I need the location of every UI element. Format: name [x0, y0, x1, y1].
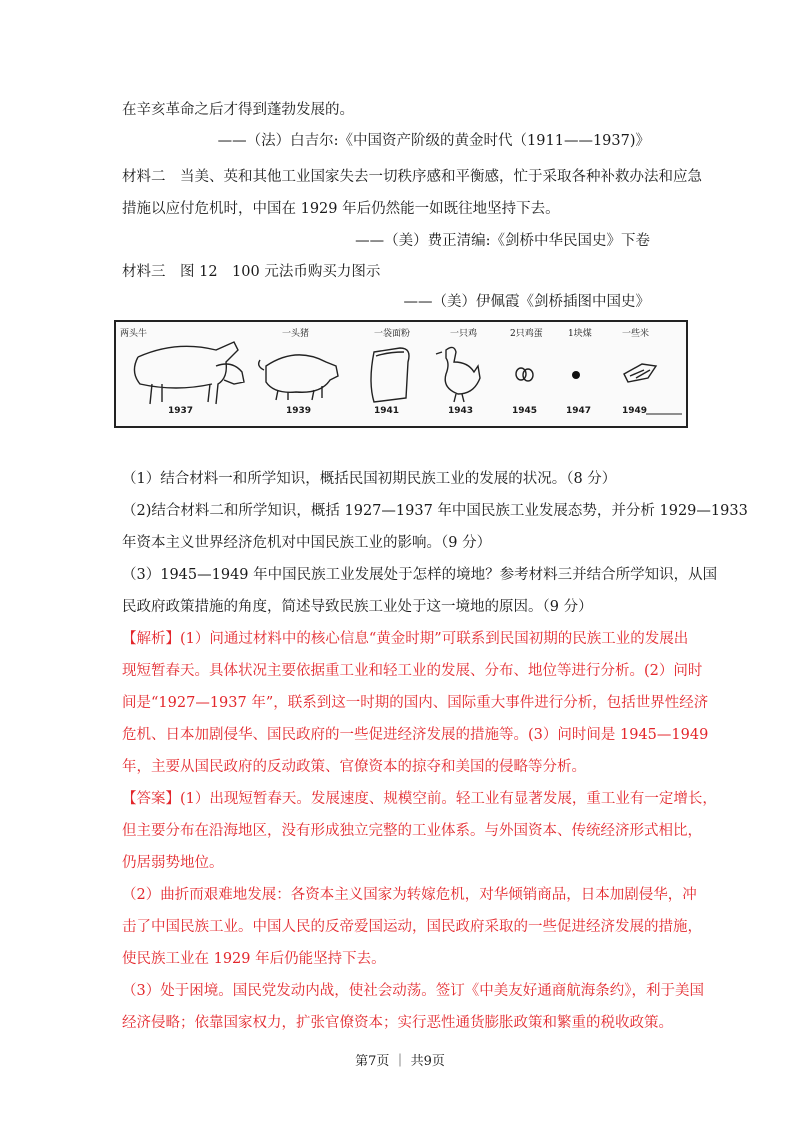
figure-label-4: 一只鸡 [450, 329, 478, 339]
question-1: （1）结合材料一和所学知识，概括民国初期民族工业的发展的状况。（8 分） [122, 471, 617, 487]
ox-icon [134, 342, 244, 404]
figure-year-7: 1949 [622, 406, 648, 416]
analysis-line-2: 现短暂春天。具体状况主要依据重工业和轻工业的发展、分布、地位等进行分析。(2）问时 [122, 663, 703, 679]
question-2-line-2: 年资本主义世界经济危机对中国民族工业的影响。（9 分） [122, 535, 492, 551]
figure-year-2: 1939 [286, 406, 312, 416]
answer-line-2: 但主要分布在沿海地区，没有形成独立完整的工业体系。与外国资本、传统经济形式相比， [122, 823, 702, 839]
source-three: ——（美）伊佩霞《剑桥插图中国史》 [403, 294, 650, 310]
answer-line-5: 击了中国民族工业。中国人民的反帝爱国运动，国民政府采取的一些促进经济发展的措施， [122, 919, 702, 935]
analysis-line-3: 间是“1927—1937 年”，联系到这一时期的国内、国际重大事件进行分析，包括世界性经济 [122, 695, 709, 711]
chicken-icon [436, 347, 480, 402]
question-2-line-1: （2)结合材料二和所学知识，概括 1927—1937 年中国民族工业发展态势，并分析 1929—1933 [122, 503, 748, 519]
answer-line-6: 使民族工业在 1929 年后仍能坚持下去。 [122, 951, 386, 967]
page-footer: 第7页 ｜ 共9页 [355, 1054, 445, 1069]
coal-icon [572, 371, 580, 379]
analysis-line-4: 危机、日本加剧侵华、国民政府的一些促进经济发展的措施等。(3）问时间是 1945—1949 [122, 727, 709, 743]
figure-label-3: 一袋面粉 [374, 329, 411, 339]
figure-year-6: 1947 [566, 406, 592, 416]
figure-label-7: 一些米 [622, 329, 650, 339]
question-3-line-1: （3）1945—1949 年中国民族工业发展处于怎样的境地？参考材料三并结合所学知识，从国 [122, 567, 718, 583]
answer-line-8: 经济侵略；依靠国家权力，扩张官僚资本；实行恶性通货膨胀政策和繁重的税收政策。 [122, 1015, 673, 1031]
figure-label-2: 一头猪 [282, 329, 310, 339]
figure-year-4: 1943 [448, 406, 474, 416]
answer-line-1: 【答案】(1）出现短暂春天。发展速度、规模空前。轻工业有显著发展，重工业有一定增长， [122, 791, 717, 807]
purchasing-power-figure [114, 320, 688, 428]
source-one: ——（法）白吉尔:《中国资产阶级的黄金时代（1911——1937)》 [217, 133, 650, 149]
figure-label-5: 2只鸡蛋 [510, 329, 543, 339]
eggs-icon [516, 368, 533, 381]
source-two: ——（美）费正清编:《剑桥中华民国史》下卷 [355, 233, 650, 249]
rice-icon [624, 364, 656, 382]
figure-label-1: 两头牛 [120, 329, 148, 339]
material-two-line-1: 材料二 当美、英和其他工业国家失去一切秩序感和平衡感，忙于采取各种补救办法和应急 [122, 169, 702, 185]
material-three-caption: 材料三 图 12 100 元法币购买力图示 [122, 264, 381, 280]
material-two-line-2: 措施以应付危机时，中国在 1929 年后仍然能一如既往地坚持下去。 [122, 201, 560, 217]
answer-line-4: （2）曲折而艰难地发展：各资本主义国家为转嫁危机，对华倾销商品，日本加剧侵华，冲 [122, 887, 697, 903]
pig-icon [259, 355, 338, 400]
analysis-line-1: 【解析】(1）问通过材料中的核心信息“黄金时期”可联系到民国初期的民族工业的发展出 [122, 631, 689, 647]
figure-year-5: 1945 [512, 406, 538, 416]
analysis-line-5: 年，主要从国民政府的反动政策、官僚资本的掠夺和美国的侵略等分析。 [122, 759, 586, 775]
figure-year-1: 1937 [168, 406, 194, 416]
figure-label-6: 1块煤 [568, 329, 592, 339]
figure-year-3: 1941 [374, 406, 400, 416]
answer-line-7: （3）处于困境。国民党发动内战，使社会动荡。签订《中美友好通商航海条约》，利于美国 [122, 983, 704, 999]
material-one-tail: 在辛亥革命之后才得到蓬勃发展的。 [122, 102, 354, 118]
answer-line-3: 仍居弱势地位。 [122, 855, 224, 871]
flour-bag-icon [371, 348, 409, 402]
question-3-line-2: 民政府政策措施的角度，简述导致民族工业处于这一境地的原因。（9 分） [122, 599, 593, 615]
